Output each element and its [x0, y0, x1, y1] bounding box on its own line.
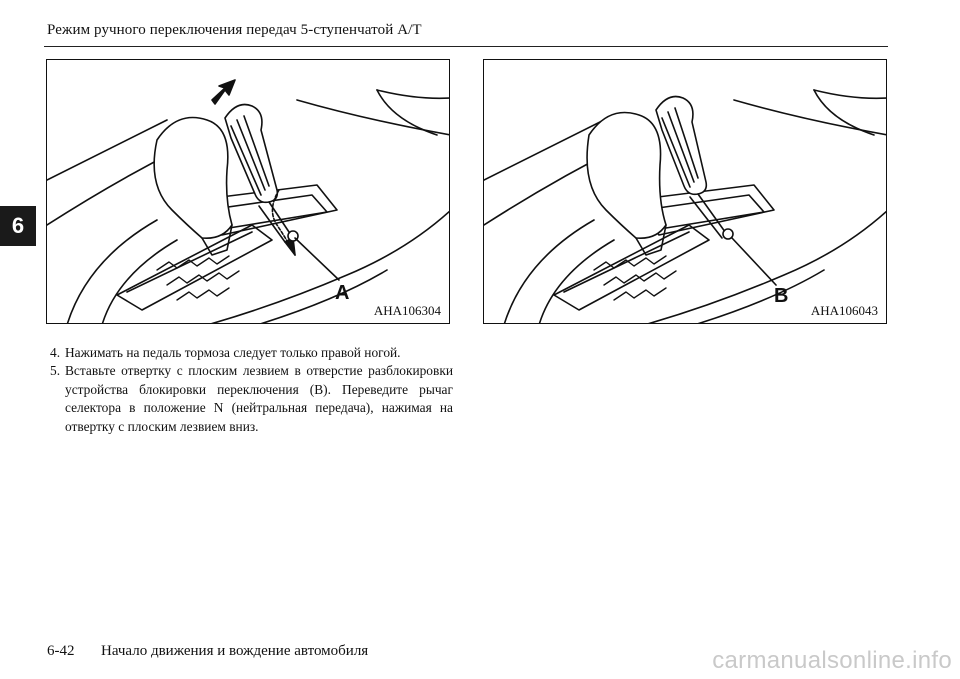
chapter-tab: 6 — [0, 206, 36, 246]
step-item — [50, 362, 453, 436]
gear-selector-illustration-right — [484, 60, 887, 324]
instruction-steps — [50, 344, 453, 436]
watermark: carmanualsonline.info — [712, 647, 952, 674]
step-text: Вставьте отвертку с плоским лезвием в отверстие разблокировки устройства блокировки переключения (B). Переведите рычаг селектора в положение N (нейтральная передача), нажимая на отвертку с плоским лезвием вниз. — [65, 363, 453, 434]
callout-label-b: B — [774, 285, 789, 307]
figure-left — [46, 59, 450, 324]
header-rule — [44, 46, 888, 47]
step-text: Нажимать на педаль тормоза следует только правой ногой. — [65, 345, 401, 360]
figure-right — [483, 59, 887, 324]
page-header-title: Режим ручного переключения передач 5-ступенчатой A/T — [47, 22, 422, 38]
step-number: 5. — [50, 363, 61, 379]
callout-label-a: A — [335, 282, 350, 304]
figure-code-right: AHA106043 — [810, 303, 878, 318]
step-number: 4. — [50, 345, 61, 360]
gear-selector-illustration-left — [47, 60, 450, 324]
footer-section-title: Начало движения и вождение автомобиля — [101, 643, 369, 659]
page-number: 6-42 — [47, 643, 75, 659]
step-item — [50, 344, 453, 362]
figure-code-left: AHA106304 — [373, 303, 441, 318]
